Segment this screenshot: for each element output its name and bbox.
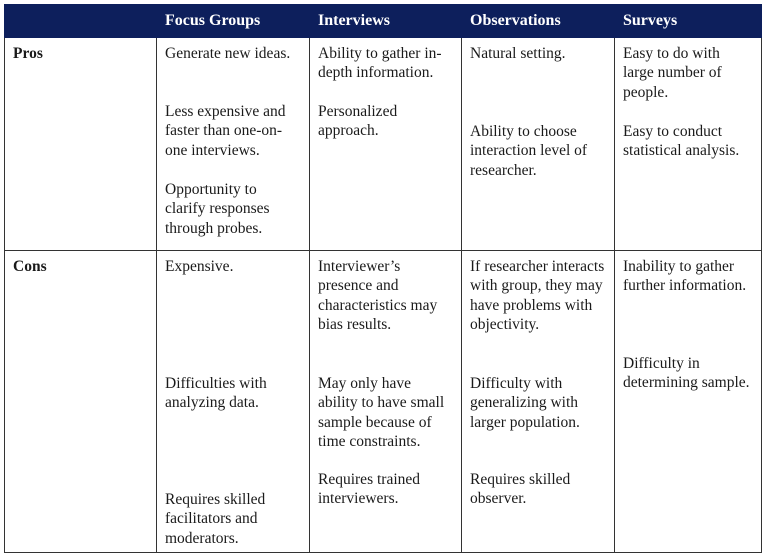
cell-item: Difficulty in determining sample. [623, 354, 750, 391]
cell-cons-observations [462, 250, 615, 552]
row-label-cons: Cons [5, 250, 157, 552]
cell-item: Natural setting. [470, 44, 566, 62]
row-label-pros: Pros [5, 37, 157, 250]
cell-item: Difficulty with generalizing with larger population. [470, 374, 580, 431]
table-row-pros [5, 37, 762, 250]
cell-item: Easy to do with large number of people. [623, 44, 722, 101]
header-interviews: Interviews [310, 5, 462, 38]
header-focus-groups: Focus Groups [157, 5, 310, 38]
cell-cons-focus-groups [157, 250, 310, 552]
cell-pros-focus-groups [157, 37, 310, 250]
cell-item: If researcher interacts with group, they may have problems with objectivity. [470, 257, 605, 333]
cell-cons-surveys [615, 250, 762, 552]
cell-item: Requires trained interviewers. [318, 470, 421, 507]
cell-item: Interviewer’s presence and characteristics may bias results. [318, 257, 438, 333]
table-row-cons [5, 250, 762, 552]
cell-item: Easy to conduct statistical analysis. [623, 122, 740, 159]
header-surveys: Surveys [615, 5, 762, 38]
cell-pros-interviews [310, 37, 462, 250]
cell-item: Ability to gather in-depth information. [318, 44, 442, 81]
header-row [5, 5, 762, 38]
header-observations: Observations [462, 5, 615, 38]
cell-cons-interviews [310, 250, 462, 552]
cell-item: Expensive. [165, 257, 234, 275]
cell-pros-observations [462, 37, 615, 250]
cell-item: Requires skilled observer. [470, 470, 571, 507]
comparison-table [4, 4, 762, 553]
cell-pros-surveys [615, 37, 762, 250]
cell-item: Ability to choose interaction level of researcher. [470, 122, 588, 179]
cell-item: Less expensive and faster than one-on-one interviews. [165, 102, 286, 159]
cell-item: Requires skilled facilitators and moderators. [165, 490, 266, 547]
cell-item: May only have ability to have small sample because of time constraints. [318, 374, 445, 450]
header-corner [5, 5, 157, 38]
cell-item: Personalized approach. [318, 102, 398, 139]
cell-item: Generate new ideas. [165, 44, 291, 62]
cell-item: Inability to gather further information. [623, 257, 747, 294]
cell-item: Difficulties with analyzing data. [165, 374, 267, 411]
cell-item: Opportunity to clarify responses through probes. [165, 180, 270, 237]
